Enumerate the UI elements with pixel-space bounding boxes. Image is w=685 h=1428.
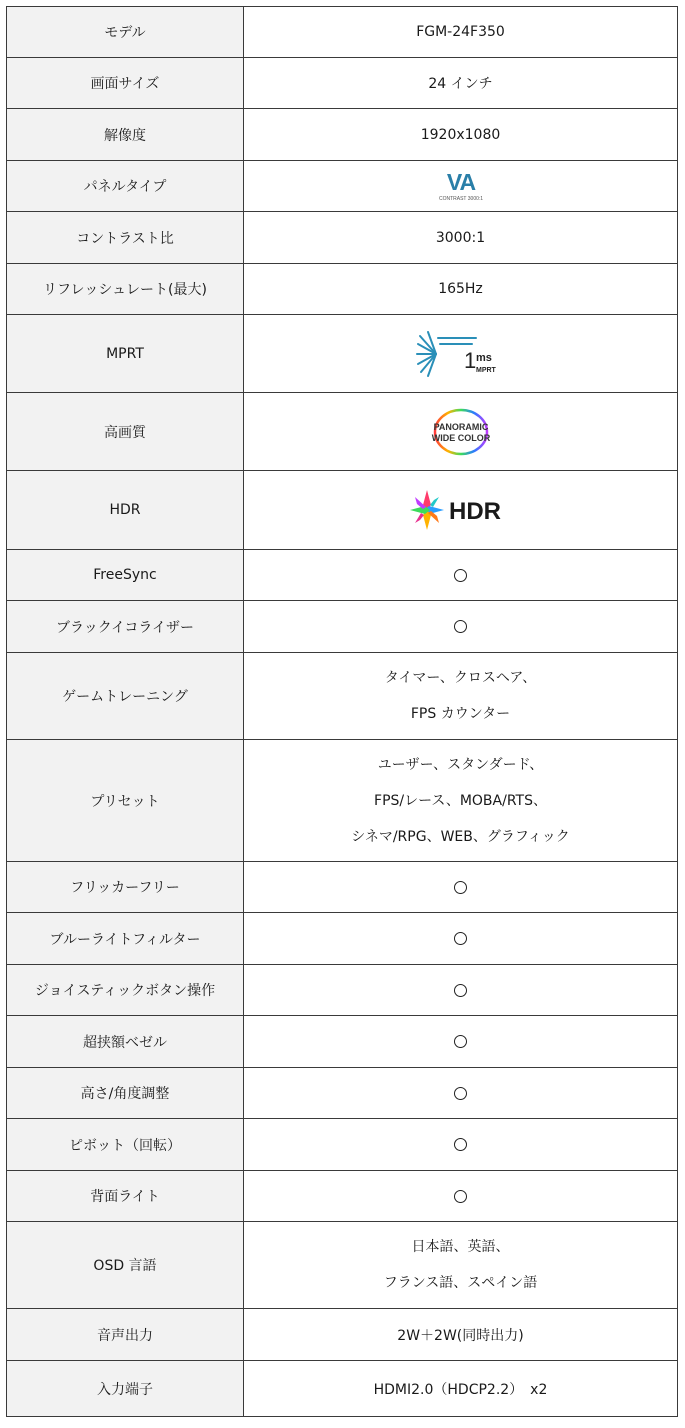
- value-line: シネマ/RPG、WEB、グラフィック: [351, 828, 570, 845]
- table-row: [7, 550, 678, 601]
- row-value: [244, 471, 678, 550]
- value-line: FPS/レース、MOBA/RTS、: [374, 792, 547, 809]
- table-row: [7, 1016, 678, 1068]
- row-label: OSD 言語: [7, 1222, 244, 1309]
- table-row: [7, 601, 678, 653]
- row-value: HDMI2.0（HDCP2.2） x2: [244, 1361, 678, 1417]
- row-label: コントラスト比: [7, 212, 244, 264]
- table-row: [7, 1309, 678, 1361]
- row-value: 1920x1080: [244, 109, 678, 161]
- supported-mark: [454, 569, 467, 582]
- row-label: ゲームトレーニング: [7, 653, 244, 740]
- table-row: [7, 58, 678, 109]
- table-row: [7, 653, 678, 740]
- value-line: ユーザー、スタンダード、: [377, 756, 544, 773]
- row-label: パネルタイプ: [7, 161, 244, 212]
- row-value: 165Hz: [244, 264, 678, 315]
- row-label: FreeSync: [7, 550, 244, 601]
- row-value: [244, 1068, 678, 1119]
- table-row: [7, 393, 678, 471]
- supported-mark: [454, 1138, 467, 1151]
- row-value: [244, 653, 678, 740]
- mprt-number: 1: [463, 347, 476, 373]
- row-label: 解像度: [7, 109, 244, 161]
- row-value: [244, 161, 678, 212]
- mprt-unit: ms: [475, 351, 492, 364]
- table-row: [7, 1171, 678, 1222]
- panoramic-text: PANORAMIC: [433, 421, 488, 432]
- supported-mark: [454, 1035, 467, 1048]
- wide-color-text: WIDE COLOR: [431, 432, 490, 443]
- table-row: [7, 315, 678, 393]
- mprt-logo: [416, 328, 506, 380]
- row-label: 入力端子: [7, 1361, 244, 1417]
- table-row: [7, 1361, 678, 1417]
- row-value: 2W＋2W(同時出力): [244, 1309, 678, 1361]
- row-label: 超挟額ベゼル: [7, 1016, 244, 1068]
- row-value: FGM-24F350: [244, 7, 678, 58]
- hdr-logo: [407, 487, 515, 533]
- row-value: 24 インチ: [244, 58, 678, 109]
- table-row: [7, 212, 678, 264]
- row-label: モデル: [7, 7, 244, 58]
- value-line: フランス語、スペイン語: [383, 1275, 538, 1291]
- table-row: [7, 965, 678, 1016]
- supported-mark: [454, 620, 467, 633]
- table-row: [7, 862, 678, 913]
- row-label: MPRT: [7, 315, 244, 393]
- supported-mark: [454, 1087, 467, 1100]
- row-label: 背面ライト: [7, 1171, 244, 1222]
- va-logo-text: VA: [446, 169, 475, 195]
- supported-mark: [454, 984, 467, 997]
- row-value: [244, 393, 678, 471]
- table-row: [7, 264, 678, 315]
- row-label: 画面サイズ: [7, 58, 244, 109]
- table-row: [7, 109, 678, 161]
- row-value: [244, 1119, 678, 1171]
- row-label: 高画質: [7, 393, 244, 471]
- row-value: [244, 913, 678, 965]
- row-value: [244, 965, 678, 1016]
- mprt-caption: MPRT: [475, 366, 496, 374]
- row-value: [244, 550, 678, 601]
- table-row: [7, 1119, 678, 1171]
- value-line: タイマー、クロスヘア、: [384, 670, 537, 686]
- row-value: [244, 862, 678, 913]
- table-row: [7, 7, 678, 58]
- spec-table: [6, 6, 678, 1417]
- table-row: [7, 471, 678, 550]
- panoramic-wide-color-logo: [421, 406, 501, 458]
- row-value: [244, 315, 678, 393]
- row-value: [244, 601, 678, 653]
- row-value: 3000:1: [244, 212, 678, 264]
- supported-mark: [454, 1190, 467, 1203]
- row-label: プリセット: [7, 740, 244, 862]
- row-label: ブラックイコライザー: [7, 601, 244, 653]
- row-label: フリッカーフリー: [7, 862, 244, 913]
- row-label: 音声出力: [7, 1309, 244, 1361]
- value-line: FPS カウンター: [410, 706, 511, 722]
- row-label: ブルーライトフィルター: [7, 913, 244, 965]
- va-panel-logo: [431, 169, 491, 203]
- value-line: 日本語、英語、: [411, 1239, 510, 1255]
- va-contrast-text: CONTRAST 3000:1: [438, 196, 483, 202]
- row-value: [244, 1171, 678, 1222]
- table-row: [7, 161, 678, 212]
- row-label: HDR: [7, 471, 244, 550]
- row-value: [244, 740, 678, 862]
- row-label: ピボット（回転）: [7, 1119, 244, 1171]
- row-label: ジョイスティックボタン操作: [7, 965, 244, 1016]
- supported-mark: [454, 881, 467, 894]
- row-value: [244, 1222, 678, 1309]
- table-row: [7, 1222, 678, 1309]
- row-value: [244, 1016, 678, 1068]
- supported-mark: [454, 932, 467, 945]
- table-row: [7, 1068, 678, 1119]
- table-row: [7, 740, 678, 862]
- row-label: リフレッシュレート(最大): [7, 264, 244, 315]
- hdr-text: HDR: [448, 498, 501, 525]
- row-label: 高さ/角度調整: [7, 1068, 244, 1119]
- table-row: [7, 913, 678, 965]
- color-ring-icon: [435, 410, 487, 454]
- star-burst-icon: [410, 490, 444, 530]
